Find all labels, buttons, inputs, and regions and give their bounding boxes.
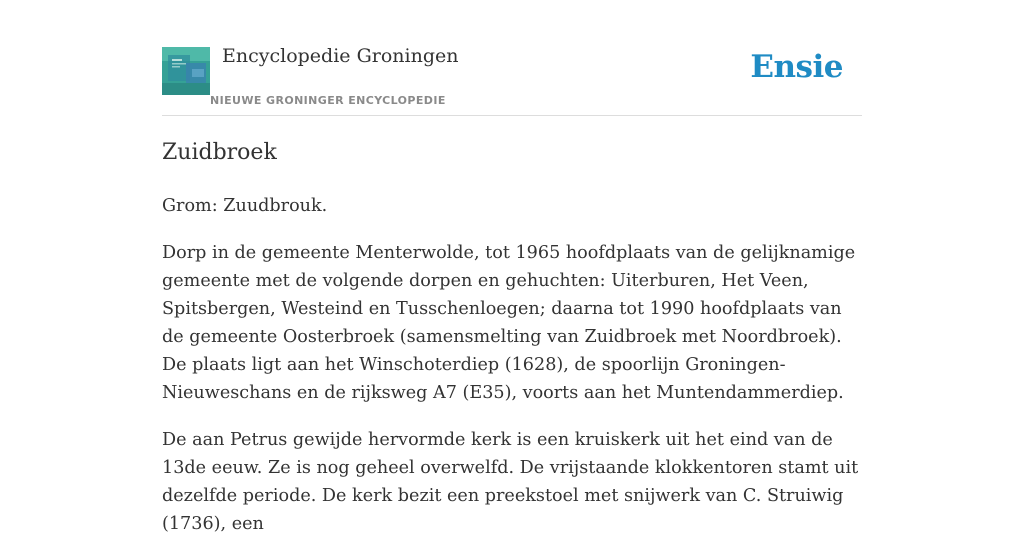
site-header xyxy=(162,0,862,116)
article-paragraph: De aan Petrus gewijde hervormde kerk is een kruiskerk uit het eind van de 13de eeuw. Ze is nog geheel overwelfd. De vrijstaande klokkentoren stamt uit dezelfde periode. De kerk bezit een preekstoel met snijwerk van C. Struiwig (1736), een xyxy=(162,430,859,534)
site-subtitle: NIEUWE GRONINGER ENCYCLOPEDIE xyxy=(210,94,446,107)
site-title[interactable]: Encyclopedie Groningen xyxy=(222,45,459,67)
page-container xyxy=(162,0,862,534)
article-paragraph: Dorp in de gemeente Menterwolde, tot 1965 hoofdplaats van de gelijknamige gemeente met de volgende dorpen en gehuchten: Uiterburen, Het Veen, Spitsbergen, Westeind en Tusschenloegen; daarna tot 1990 hoofdplaats van de gemeente Oosterbroek (samensmelting van Zuidbroek met Noordbroek). De plaats ligt aan het Winschoterdiep (1628), de spoorlijn Groningen-Nieuweschans en de rijksweg A7 (E35), voorts aan het Muntendammerdiep. xyxy=(162,243,856,403)
article-title: Zuidbroek xyxy=(162,140,277,165)
article-body xyxy=(162,192,862,557)
article-paragraph: Grom: Zuudbrouk. xyxy=(162,196,328,216)
encyclopedia-cover-icon[interactable] xyxy=(162,47,210,95)
brand-logo[interactable]: Ensie xyxy=(750,49,843,85)
